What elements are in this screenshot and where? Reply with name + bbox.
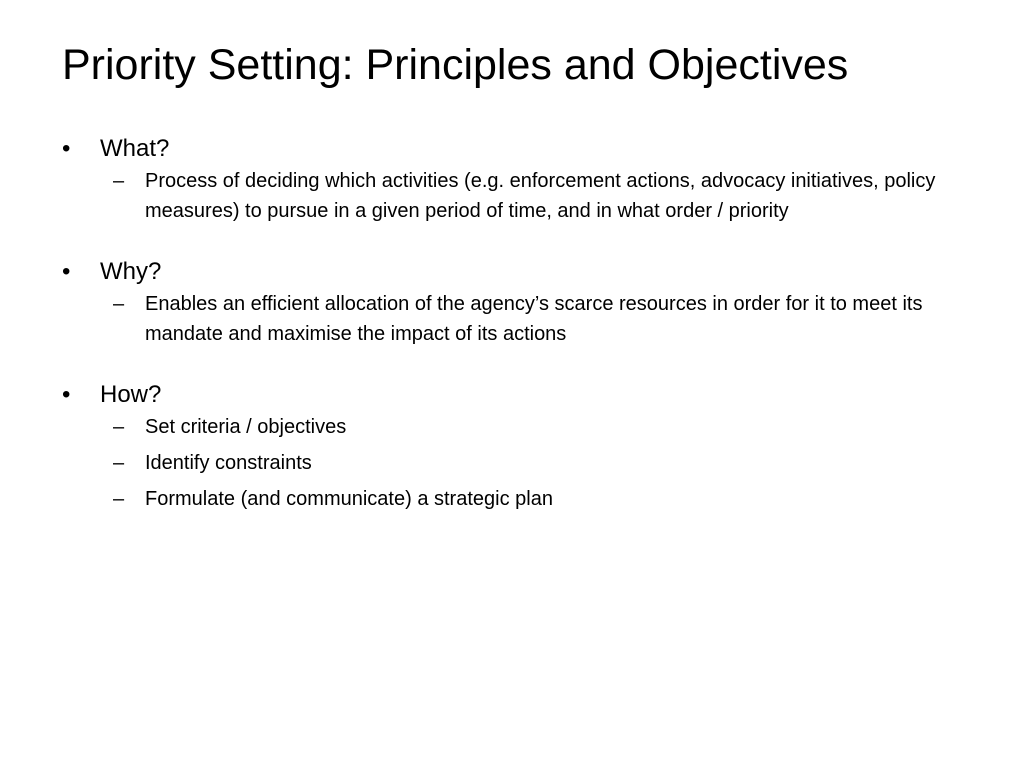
dash-icon: –	[113, 170, 125, 192]
sub-list-why	[62, 289, 967, 349]
sub-list-how	[62, 412, 967, 514]
bullet-how	[62, 379, 967, 411]
section-what	[62, 133, 967, 226]
bullet-icon: •	[62, 135, 71, 162]
sub-item	[113, 166, 967, 226]
slide-content	[62, 133, 967, 514]
section-how	[62, 379, 967, 514]
dash-icon: –	[113, 293, 125, 315]
dash-icon: –	[113, 416, 125, 438]
section-why	[62, 256, 967, 349]
bullet-heading-how: How?	[100, 381, 162, 408]
sub-item-text: Enables an efficient allocation of the agency’s scarce resources in order for it to meet its mandate and maximise the impact of its actions	[145, 293, 923, 345]
bullet-icon: •	[62, 258, 71, 285]
dash-icon: –	[113, 488, 125, 510]
bullet-why	[62, 256, 967, 288]
sub-item-text: Identify constraints	[145, 452, 312, 474]
sub-item	[113, 484, 967, 514]
bullet-heading-why: Why?	[100, 258, 162, 285]
bullet-heading-what: What?	[100, 135, 170, 162]
bullet-icon: •	[62, 381, 71, 408]
sub-item	[113, 448, 967, 478]
sub-list-what	[62, 166, 967, 226]
sub-item	[113, 412, 967, 442]
slide-title: Priority Setting: Principles and Objectives	[62, 41, 849, 89]
sub-item-text: Formulate (and communicate) a strategic plan	[145, 488, 553, 510]
sub-item-text: Process of deciding which activities (e.g. enforcement actions, advocacy initiatives, policy measures) to pursue in a given period of time, and in what order / priority	[145, 170, 936, 222]
sub-item-text: Set criteria / objectives	[145, 416, 347, 438]
sub-item	[113, 289, 967, 349]
dash-icon: –	[113, 452, 125, 474]
bullet-what	[62, 133, 967, 165]
